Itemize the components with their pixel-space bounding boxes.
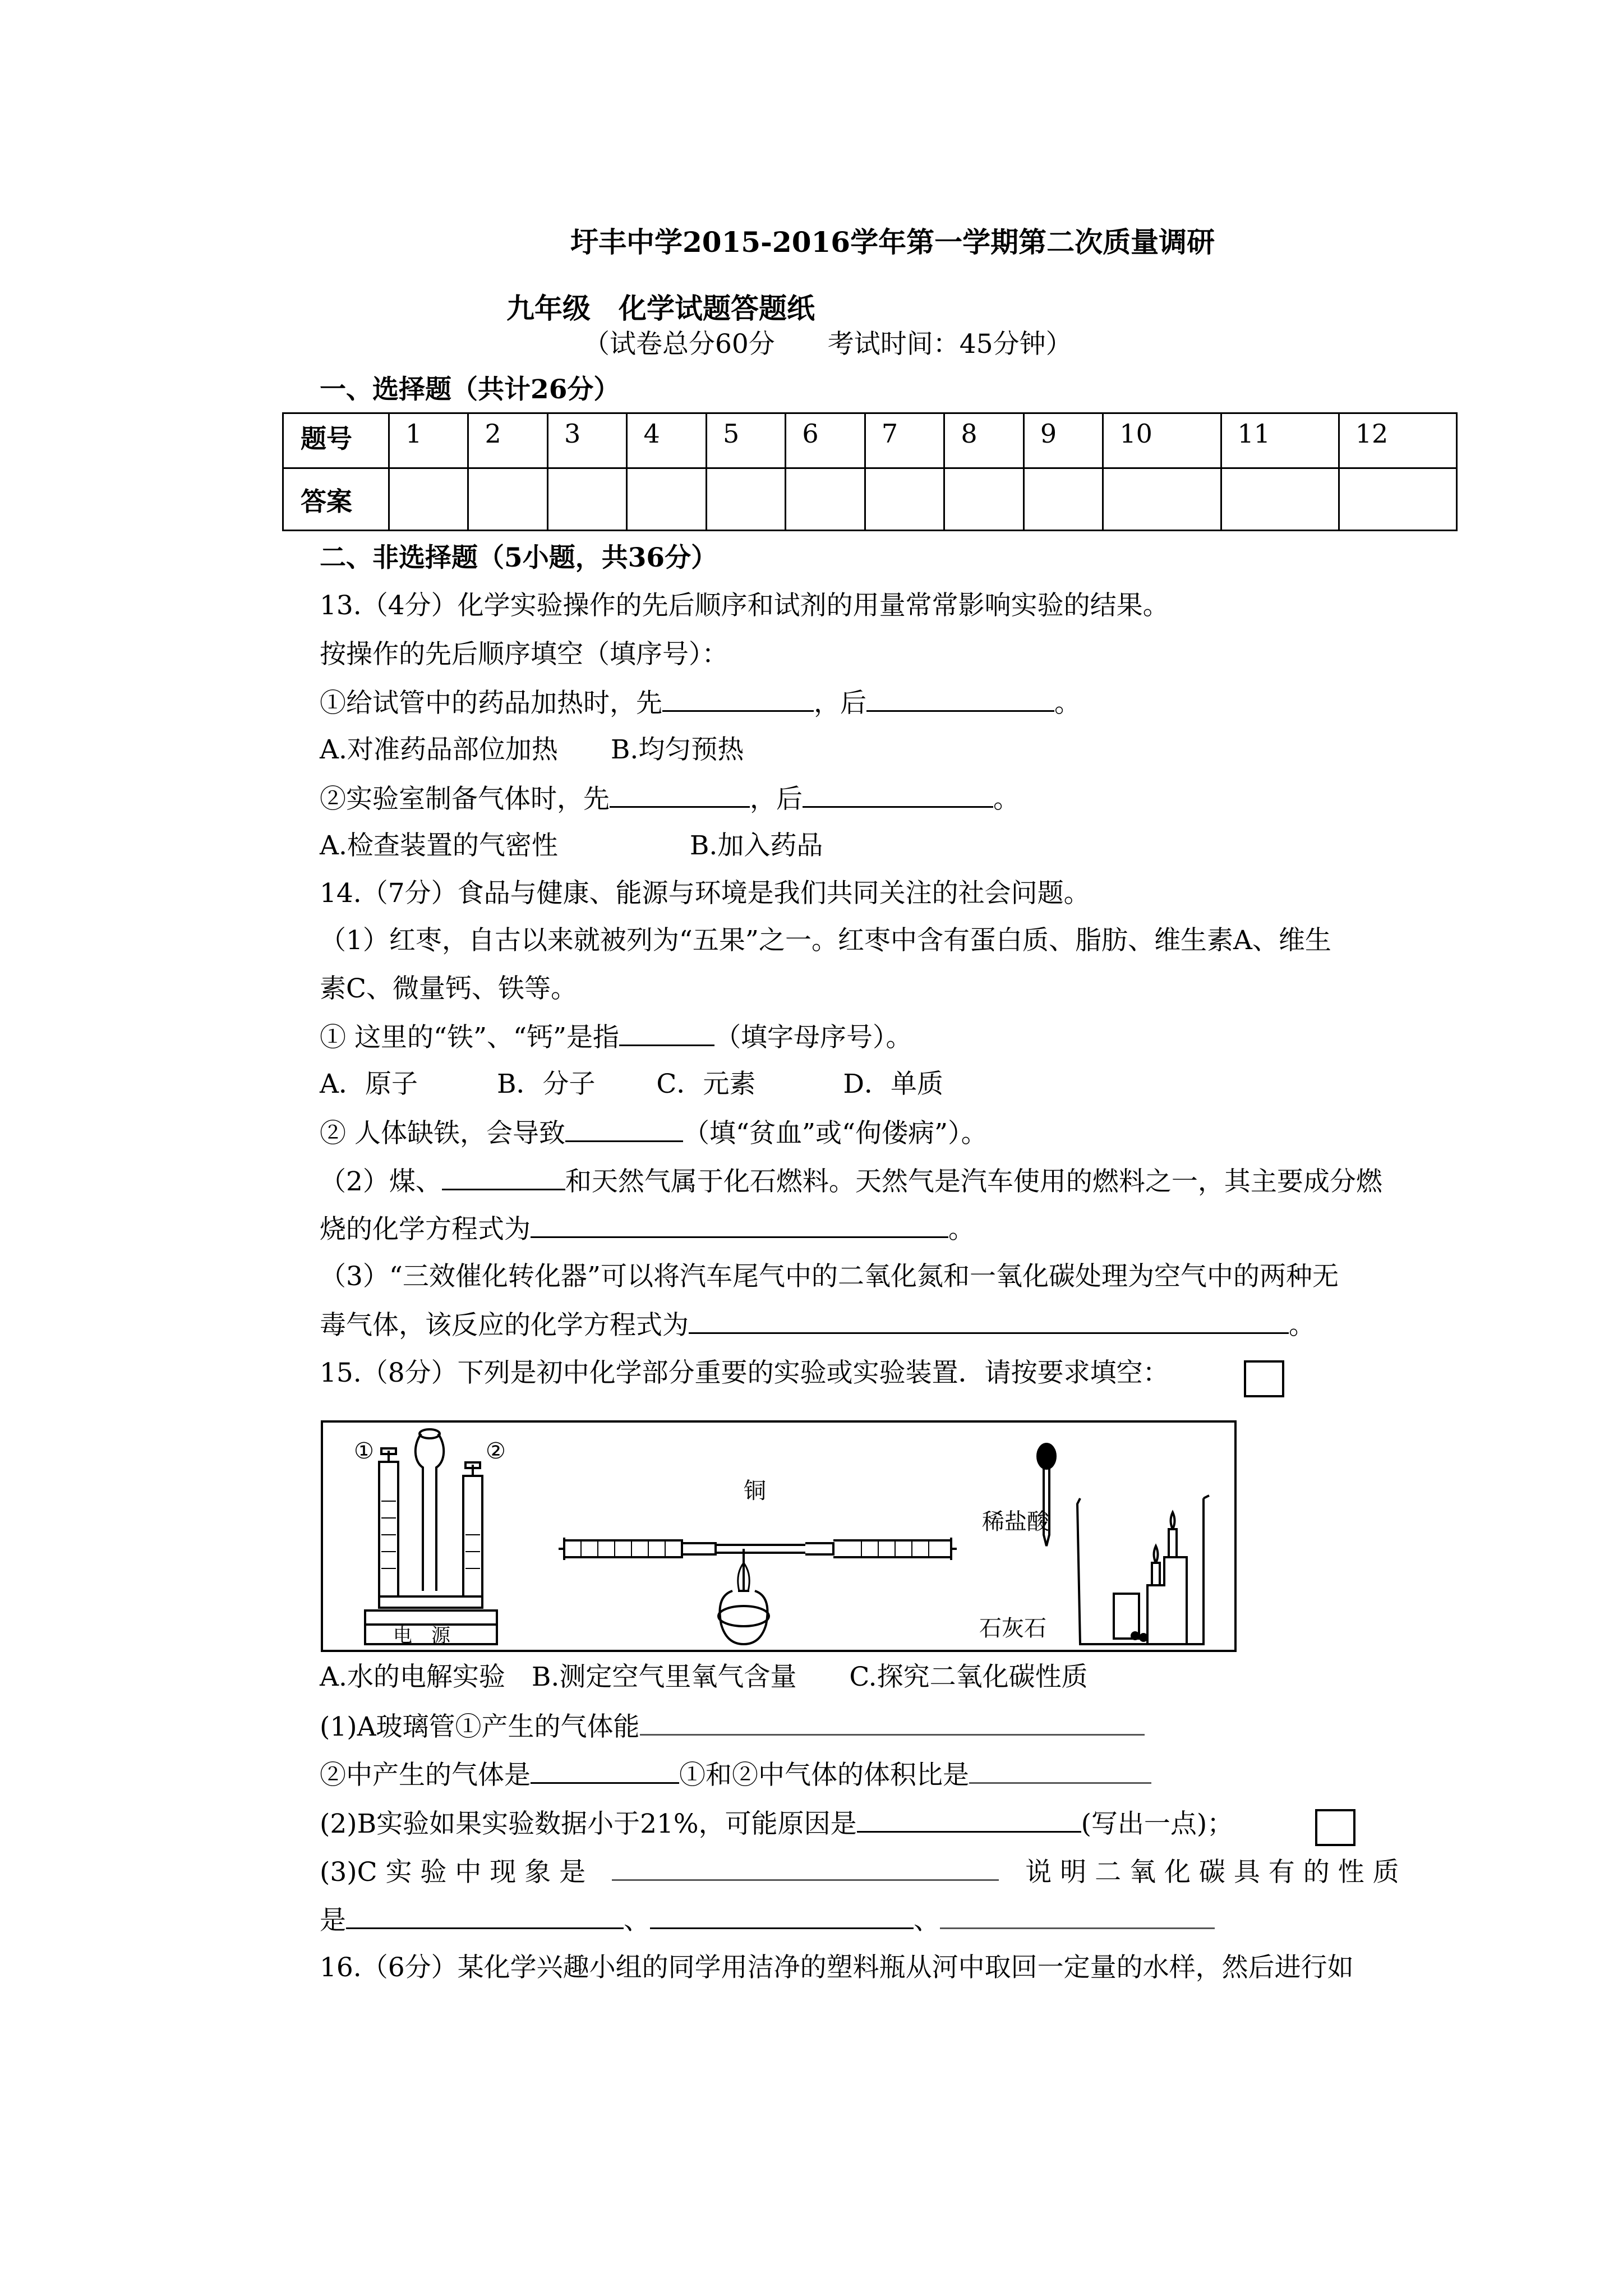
q15-q3-line2 — [320, 1903, 1215, 1938]
q14-s1-q2-hint: （填“贫血”或“佝偻病”）。 — [683, 1118, 988, 1149]
apparatus-drawing — [323, 1423, 1234, 1650]
section2-heading: 二、非选择题（5小题，共36分） — [320, 542, 718, 573]
acid-label: 稀盐酸 — [982, 1509, 1049, 1535]
q13-blank-4[interactable] — [803, 781, 993, 808]
q15-q1-text: (1)A玻璃管①产生的气体能 — [320, 1711, 640, 1742]
q13-part2-text-a: ②实验室制备气体时，先 — [320, 784, 610, 815]
table-cell: 5 — [706, 413, 785, 468]
school-title: 圩丰中学2015-2016学年第一学期第二次质量调研 — [570, 226, 1215, 259]
answer-cell[interactable] — [706, 468, 785, 531]
row-label-answer: 答案 — [283, 468, 389, 531]
q13-part2-options: A.检查装置的气密性 B.加入药品 — [320, 830, 823, 861]
q14-s1-q1-hint: （填字母序号）。 — [714, 1022, 912, 1053]
q15-stem: 15.（8分）下列是初中化学部分重要的实验或实验装置．请按要求填空： — [320, 1358, 1169, 1388]
q15-q1b — [320, 1757, 1151, 1792]
tube-right — [463, 1476, 482, 1596]
q15-blank-4[interactable] — [857, 1806, 1081, 1833]
table-cell: 3 — [547, 413, 626, 468]
q14-blank-3[interactable] — [442, 1164, 565, 1190]
q13-part2 — [320, 781, 1020, 816]
table-cell: 9 — [1023, 413, 1103, 468]
answer-cell[interactable] — [547, 468, 626, 531]
q13-part1-options: A.对准药品部位加热 B.均匀预热 — [320, 734, 744, 765]
q13-stem: 13.（4分）化学实验操作的先后顺序和试剂的用量常常影响实验的结果。 — [320, 590, 1169, 621]
q15-q1 — [320, 1709, 1145, 1744]
q15-q3-line2-text: 是 — [320, 1905, 346, 1936]
q15-sep-1: 、 — [624, 1905, 650, 1936]
table-cell: 1 — [389, 413, 468, 468]
score-box[interactable] — [1315, 1809, 1355, 1846]
q13-part1-text-a: ①给试管中的药品加热时，先 — [320, 688, 662, 719]
table-cell: 2 — [468, 413, 547, 468]
row-label-question-no: 题号 — [283, 413, 389, 468]
q15-q3 — [320, 1855, 1399, 1889]
table-cell: 7 — [865, 413, 944, 468]
q14-s1-line2: 素C、微量钙、铁等。 — [320, 973, 577, 1004]
q15-blank-7[interactable] — [650, 1903, 914, 1929]
q14-blank-5[interactable] — [689, 1308, 1289, 1334]
score-box[interactable] — [1244, 1360, 1284, 1397]
q14-s3-line1: （3）“三效催化转化器”可以将汽车尾气中的二氧化氮和一氧化碳处理为空气中的两种无 — [320, 1261, 1339, 1292]
q15-blank-3[interactable] — [969, 1757, 1151, 1784]
q14-blank-2[interactable] — [565, 1116, 683, 1142]
subtitle: 九年级 化学试题答题纸 — [506, 292, 815, 325]
q14-s2-line2 — [320, 1212, 975, 1246]
q13-part2-text-b: ，后 — [750, 784, 803, 815]
q13-part1-end: 。 — [1054, 688, 1081, 719]
q14-s1-q2 — [320, 1116, 988, 1151]
experiment-figure — [321, 1420, 1237, 1652]
q15-sep-2: 、 — [914, 1905, 940, 1936]
q15-blank-1[interactable] — [640, 1709, 1145, 1736]
q13-blank-3[interactable] — [610, 781, 750, 808]
q13-part2-end: 。 — [993, 784, 1020, 815]
table-row — [283, 413, 1457, 468]
answer-table — [282, 412, 1458, 531]
q14-s1-q1-text: ① 这里的“铁”、“钙”是指 — [320, 1022, 620, 1053]
q14-s2-line1 — [320, 1164, 1382, 1199]
q13-part1 — [320, 685, 1081, 720]
q14-s3-line2-text: 毒气体，该反应的化学方程式为 — [320, 1310, 689, 1341]
limestone-label: 石灰石 — [979, 1616, 1046, 1641]
q14-s3-line2-end: 。 — [1289, 1310, 1315, 1341]
table-cell: 4 — [627, 413, 706, 468]
q15-q3-text-b: 说 明 二 氧 化 碳 具 有 的 性 质 — [1025, 1857, 1399, 1888]
q14-s2-line2-text: 烧的化学方程式为 — [320, 1214, 531, 1245]
q15-q1b-text-a: ②中产生的气体是 — [320, 1760, 531, 1791]
q14-stem: 14.（7分）食品与健康、能源与环境是我们共同关注的社会问题。 — [320, 878, 1090, 909]
q14-blank-1[interactable] — [619, 1020, 714, 1046]
table-cell: 6 — [786, 413, 865, 468]
q15-blank-8[interactable] — [940, 1903, 1215, 1929]
q14-blank-4[interactable] — [531, 1212, 948, 1238]
table-cell: 12 — [1339, 413, 1456, 468]
answer-cell[interactable] — [468, 468, 547, 531]
answer-cell[interactable] — [786, 468, 865, 531]
copper-label: 铜 — [744, 1478, 766, 1504]
tube-left — [379, 1462, 398, 1596]
q15-q2-text-b: (写出一点)； — [1081, 1809, 1234, 1839]
answer-cell[interactable] — [627, 468, 706, 531]
q15-q3-text-a: (3)C 实 验 中 现 象 是 — [320, 1857, 586, 1888]
q13-part1-text-b: ，后 — [814, 688, 866, 719]
answer-cell[interactable] — [944, 468, 1023, 531]
answer-cell[interactable] — [1339, 468, 1456, 531]
answer-cell[interactable] — [389, 468, 468, 531]
answer-cell[interactable] — [1103, 468, 1221, 531]
q15-blank-6[interactable] — [346, 1903, 624, 1929]
section1-heading: 一、选择题（共计26分） — [320, 374, 620, 405]
q13-blank-1[interactable] — [662, 685, 814, 712]
q15-q1b-text-b: ①和②中气体的体积比是 — [679, 1760, 969, 1791]
q15-q2 — [320, 1806, 1233, 1841]
exam-info: （试卷总分60分 考试时间：45分钟） — [583, 329, 1072, 360]
q14-s2-line2-end: 。 — [948, 1214, 975, 1245]
tube2-label: ② — [486, 1438, 506, 1464]
q14-s1-q1 — [320, 1020, 912, 1055]
q15-captions: A.水的电解实验 B.测定空气里氧气含量 C.探究二氧化碳性质 — [320, 1662, 1088, 1692]
table-cell: 11 — [1221, 413, 1339, 468]
table-row — [283, 468, 1457, 531]
q14-s1-q2-text: ② 人体缺铁，会导致 — [320, 1118, 565, 1149]
q14-s3-line2 — [320, 1308, 1315, 1342]
q15-blank-5[interactable] — [612, 1855, 999, 1881]
table-cell: 10 — [1103, 413, 1221, 468]
table-cell: 8 — [944, 413, 1023, 468]
q15-q2-text-a: (2)B实验如果实验数据小于21%，可能原因是 — [320, 1809, 857, 1839]
answer-cell[interactable] — [1023, 468, 1103, 531]
answer-cell[interactable] — [1221, 468, 1339, 531]
q13-instruction: 按操作的先后顺序填空（填序号）： — [320, 639, 728, 670]
q14-s2-text-b: 和天然气属于化石燃料。天然气是汽车使用的燃料之一，其主要成分燃 — [565, 1166, 1382, 1197]
q13-blank-2[interactable] — [866, 685, 1054, 712]
power-label: 电 源 — [393, 1625, 450, 1647]
q14-s2-text-a: （2）煤、 — [320, 1166, 442, 1197]
q14-s1-options: A．原子 B．分子 C．元素 D．单质 — [320, 1069, 944, 1099]
answer-cell[interactable] — [865, 468, 944, 531]
q15-blank-2[interactable] — [531, 1757, 679, 1784]
tube1-label: ① — [354, 1438, 374, 1464]
q14-s1-line1: （1）红枣，自古以来就被列为“五果”之一。红枣中含有蛋白质、脂肪、维生素A、维生 — [320, 925, 1331, 956]
q16-stem: 16.（6分）某化学兴趣小组的同学用洁净的塑料瓶从河中取回一定量的水样，然后进行如 — [320, 1952, 1354, 1983]
